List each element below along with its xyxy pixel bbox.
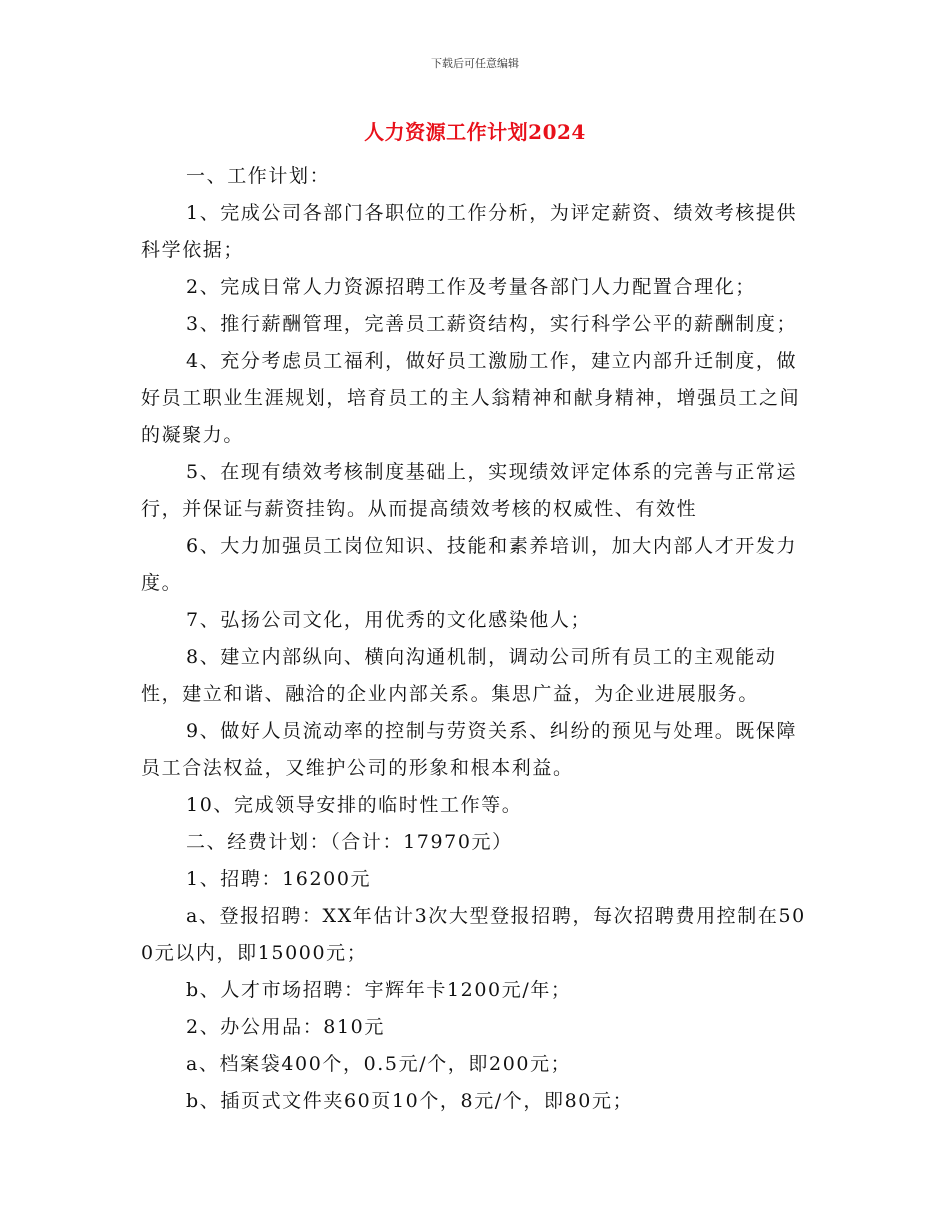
paragraph: 3、推行薪酬管理，完善员工薪资结构，实行科学公平的薪酬制度； bbox=[186, 313, 798, 335]
paragraph: 7、弘扬公司文化，用优秀的文化感染他人； bbox=[186, 609, 592, 631]
paragraph: b、人才市场招聘：宇辉年卡1200元/年； bbox=[186, 979, 572, 1001]
paragraph: 2、完成日常人力资源招聘工作及考量各部门人力配置合理化； bbox=[186, 276, 756, 298]
paragraph: 1、招聘：16200元 bbox=[186, 868, 372, 890]
paragraph: 10、完成领导安排的临时性工作等。 bbox=[186, 794, 523, 816]
paragraph: a、档案袋400个，0.5元/个，即200元； bbox=[186, 1053, 572, 1075]
paragraph: 6、大力加强员工岗位知识、技能和素养培训，加大内部人才开发力度。 bbox=[141, 535, 798, 594]
paragraph: 4、充分考虑员工福利，做好员工激励工作，建立内部升迁制度，做好员工职业生涯规划，培育员工的主人翁精神和献身精神，增强员工之间的凝聚力。 bbox=[141, 350, 801, 446]
document-body bbox=[141, 158, 813, 1120]
paragraph: 一、工作计划： bbox=[186, 165, 331, 187]
paragraph: 2、办公用品：810元 bbox=[186, 1016, 385, 1038]
paragraph: b、插页式文件夹60页10个，8元/个，即80元； bbox=[186, 1090, 634, 1112]
paragraph: 9、做好人员流动率的控制与劳资关系、纠纷的预见与处理。既保障员工合法权益，又维护公司的形象和根本利益。 bbox=[141, 720, 798, 779]
paragraph: 1、完成公司各部门各职位的工作分析，为评定薪资、绩效考核提供科学依据； bbox=[141, 202, 798, 261]
document-title: 人力资源工作计划2024 bbox=[364, 120, 586, 144]
paragraph: 5、在现有绩效考核制度基础上，实现绩效评定体系的完善与正常运行，并保证与薪资挂钩。从而提高绩效考核的权威性、有效性 bbox=[141, 461, 798, 520]
paragraph: a、登报招聘：XX年估计3次大型登报招聘，每次招聘费用控制在500元以内，即15000元； bbox=[141, 905, 806, 964]
page-header-note: 下载后可任意编辑 bbox=[431, 57, 519, 70]
paragraph: 二、经费计划：（合计：17970元） bbox=[186, 831, 513, 853]
paragraph: 8、建立内部纵向、横向沟通机制，调动公司所有员工的主观能动性，建立和谐、融洽的企业内部关系。集思广益，为企业进展服务。 bbox=[141, 646, 777, 705]
